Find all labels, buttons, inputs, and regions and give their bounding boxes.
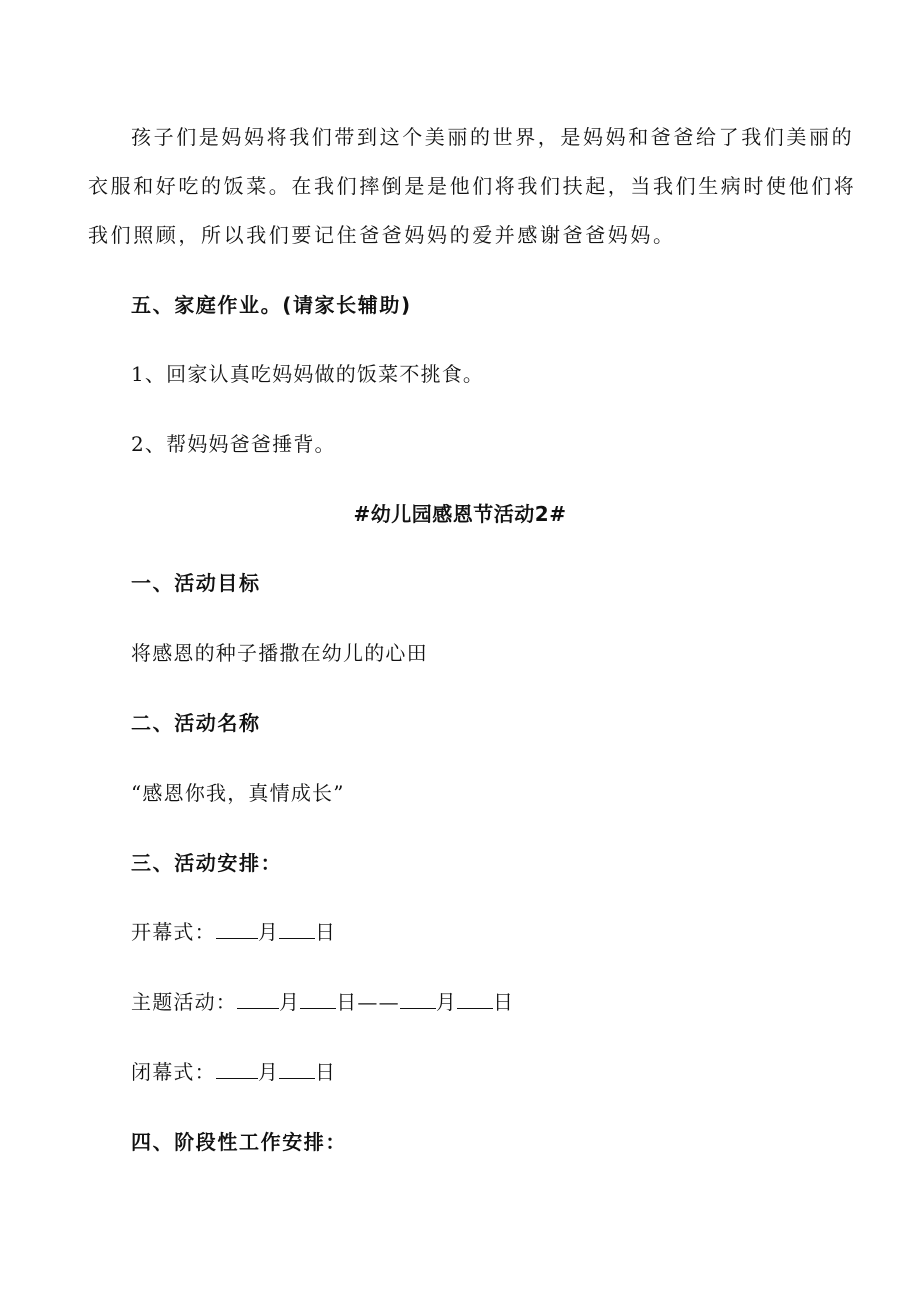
section-4-heading: 四、阶段性工作安排： [131,1130,347,1154]
opening-label: 开幕式： [131,920,216,944]
theme-start-day-unit: 日 [336,990,358,1014]
theme-start-month-unit: 月 [279,990,301,1014]
opening-day-blank [279,920,315,939]
theme-range-dash: —— [357,990,400,1014]
section-2-heading: 二、活动名称 [131,711,261,735]
closing-day-blank [279,1060,315,1079]
section-1-heading: 一、活动目标 [131,571,261,595]
opening-month-blank [216,920,258,939]
theme-start-month-blank [237,990,279,1009]
section-1-text: 将感恩的种子播撒在幼儿的心田 [131,641,428,665]
intro-line-1: 孩子们是妈妈将我们带到这个美丽的世界，是妈妈和爸爸给了我们美丽的 [131,125,855,149]
opening-ceremony-line [131,920,336,944]
intro-line-3: 我们照顾，所以我们要记住爸爸妈妈的爱并感谢爸爸妈妈。 [88,223,676,247]
closing-day-unit: 日 [315,1060,337,1084]
closing-ceremony-line [131,1060,336,1084]
theme-end-day-unit: 日 [493,990,515,1014]
theme-end-day-blank [457,990,493,1009]
opening-day-unit: 日 [315,920,337,944]
document-title: #幼儿园感恩节活动2# [353,502,567,526]
theme-end-month-blank [400,990,436,1009]
theme-start-day-blank [300,990,336,1009]
intro-line-2: 衣服和好吃的饭菜。在我们摔倒是是他们将我们扶起，当我们生病时使他们将 [88,174,857,198]
opening-month-unit: 月 [257,920,280,944]
closing-label: 闭幕式： [131,1060,216,1084]
theme-activity-line [131,990,514,1014]
closing-month-blank [216,1060,258,1079]
closing-month-unit: 月 [257,1060,280,1084]
theme-end-month-unit: 月 [435,990,458,1014]
homework-item-1: 1、回家认真吃妈妈做的饭菜不挑食。 [131,362,485,386]
section-3-heading: 三、活动安排： [131,851,283,875]
homework-heading: 五、家庭作业。(请家长辅助) [131,293,412,317]
section-2-text: “感恩你我，真情成长” [131,781,345,805]
homework-item-2: 2、帮妈妈爸爸捶背。 [131,432,336,456]
theme-label: 主题活动： [131,990,237,1014]
